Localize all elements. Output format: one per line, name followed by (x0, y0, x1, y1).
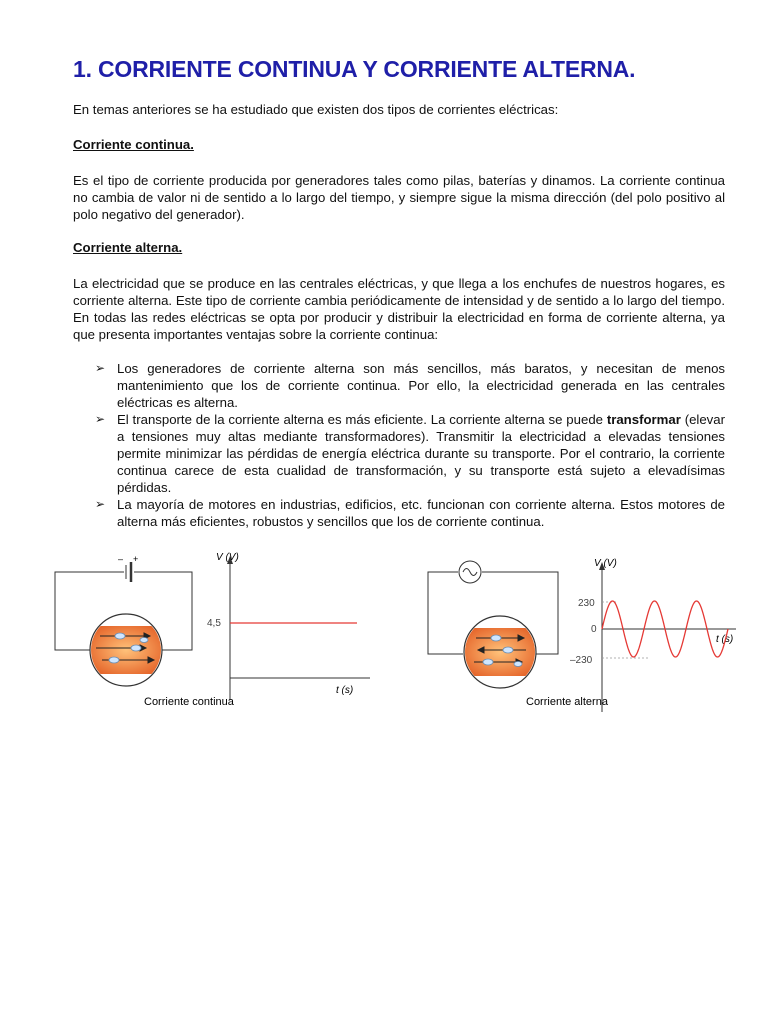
advantages-list (95, 360, 725, 530)
ac-figure (418, 552, 748, 717)
dc-figure (40, 548, 380, 713)
dc-x-label: t (s) (336, 685, 354, 696)
bullet-bold-text: transformar (606, 412, 681, 427)
list-item (95, 496, 725, 530)
conductor-section (90, 626, 162, 674)
bullet-text: (elevar a tensiones muy altas mediante transformadores). Transmitir la electricidad a elevadas tensiones permite minimizar las pérdidas de energía eléctrica durante su transporte. Por el contrario, la corriente continua carece de esta cualidad de transformación, y su transporte está sujeto a elevadísimas pérdidas. (117, 412, 725, 495)
battery-plus-label: + (133, 554, 139, 564)
ac-heading: Corriente alterna. (73, 240, 183, 255)
bullet-text: Los generadores de corriente alterna son más sencillos, más baratos, y necesitan de menos mantenimiento que los de corriente continua. Por ello, la electricidad generada en las centrales eléctricas es alterna. (117, 361, 725, 410)
dc-paragraph: Es el tipo de corriente producida por generadores tales como pilas, baterías y dinamos. La corriente continua no cambia de valor ni de sentido a lo largo del tiempo, y siempre sigue la misma dirección (del polo positivo al polo negativo del generador). (73, 173, 725, 222)
dc-level-label: 4,5 (207, 618, 221, 629)
battery-minus-label: – (118, 554, 124, 564)
ac-caption: Corriente alterna (526, 696, 608, 708)
list-item (95, 360, 725, 411)
intro-paragraph: En temas anteriores se ha estudiado que existen dos tipos de corrientes eléctricas: (73, 102, 559, 117)
ac-tick-label: 230 (578, 598, 595, 609)
conductor-section (464, 628, 536, 676)
dc-caption: Corriente continua (144, 696, 234, 708)
arrow-bullet-icon: ➢ (95, 497, 106, 511)
ac-tick-label: –230 (570, 655, 593, 666)
arrow-bullet-icon: ➢ (95, 361, 106, 375)
ac-y-label: V (V) (594, 558, 617, 569)
dc-y-label: V (V) (216, 552, 239, 563)
ac-tick-label: 0 (591, 624, 597, 635)
page-title: 1. CORRIENTE CONTINUA Y CORRIENTE ALTERNA. (73, 56, 636, 82)
ac-x-label: t (s) (716, 634, 734, 645)
list-item (95, 411, 725, 496)
dc-heading: Corriente continua. (73, 137, 194, 152)
bullet-text: La mayoría de motores en industrias, edificios, etc. funcionan con corriente alterna. Estos motores de alterna más eficientes, robustos y sencillos que los de corriente continua. (117, 497, 725, 529)
bullet-text: El transporte de la corriente alterna es más eficiente. La corriente alterna se puede (117, 412, 607, 427)
arrow-bullet-icon: ➢ (95, 412, 106, 426)
ac-paragraph: La electricidad que se produce en las centrales eléctricas, y que llega a los enchufes de nuestros hogares, es corriente alterna. Este tipo de corriente cambia periódicamente de intensidad y de sentido a lo largo del tiempo. En todas las redes eléctricas se opta por producir y distribuir la electricidad en forma de corriente alterna, ya que presenta importantes ventajas sobre la corriente continua: (73, 276, 725, 342)
